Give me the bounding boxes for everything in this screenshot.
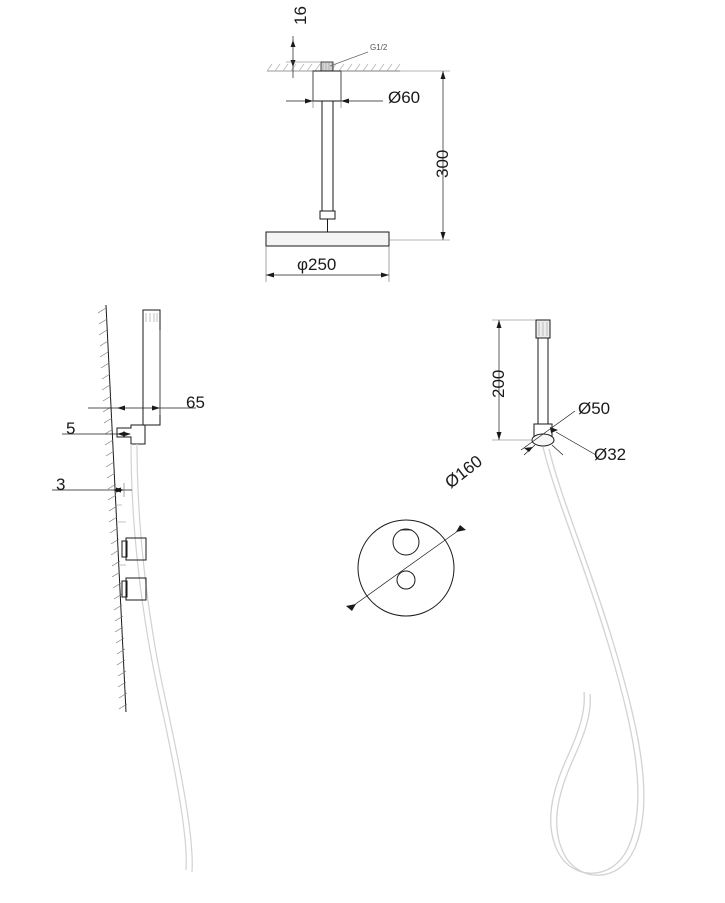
hose-loop [543, 447, 644, 875]
dim-label-O60: Ø60 [388, 88, 421, 107]
dim-label-thread: G1/2 [370, 43, 388, 52]
dim-label-3: 3 [56, 475, 66, 494]
dim-label-O160-text: Ø160 [441, 451, 486, 493]
thread-leader [330, 52, 368, 66]
shower-head [266, 232, 389, 246]
dim-O60 [286, 71, 383, 108]
hose-side [131, 444, 192, 872]
valve-side [117, 505, 146, 600]
dim-65 [88, 330, 196, 415]
wall-line [106, 305, 126, 712]
handset-front [532, 320, 554, 446]
dim-label-300-text: 300 [433, 149, 452, 178]
shower-arm [320, 101, 335, 232]
dim-label-O250: φ250 [297, 255, 337, 274]
dim-label-O50: Ø50 [578, 399, 611, 418]
arm-flange [313, 71, 341, 101]
thread-nipple [321, 62, 333, 71]
dim-label-200-text: 200 [489, 369, 508, 398]
dim-label-O32: Ø32 [594, 445, 627, 464]
dim-O160 [346, 525, 466, 611]
dim-16 [286, 36, 321, 78]
dim-label-16-text: 16 [291, 6, 310, 25]
dim-label-65: 65 [186, 393, 205, 412]
dim-O32 [550, 427, 596, 455]
dim-label-5: 5 [66, 419, 76, 438]
